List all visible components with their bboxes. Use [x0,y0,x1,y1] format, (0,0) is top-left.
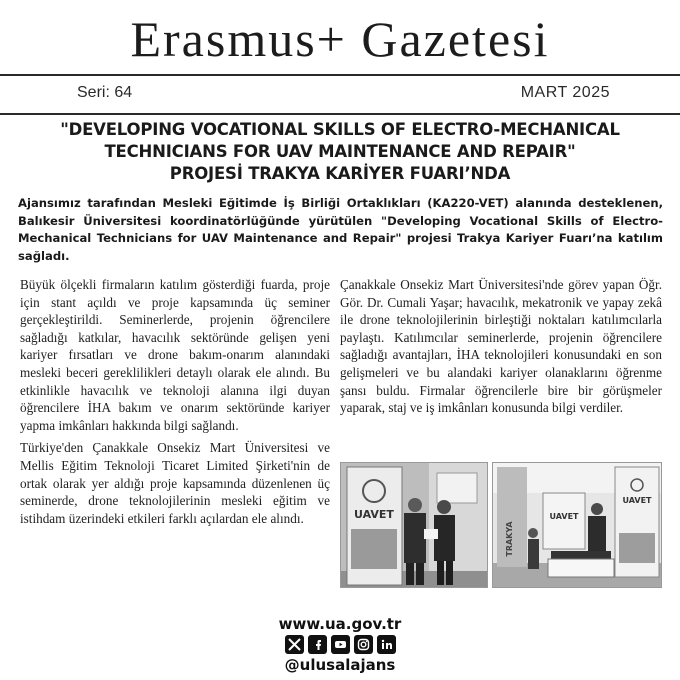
youtube-icon[interactable] [331,635,350,654]
series-number: Seri: 64 [77,84,133,101]
issue-date: MART 2025 [520,84,610,101]
article-title [20,119,660,185]
event-photo-booth [492,462,662,588]
social-icons [0,635,680,654]
footer-website[interactable]: www.ua.gov.tr [278,615,402,633]
banner-trakya-text: TRAKYA [505,521,514,557]
banner-uavet-text: UAVET [354,508,394,521]
photo-stand-image [341,463,488,588]
paragraph: Türkiye'den Çanakkale Onsekiz Mart Üniversitesi ve Mellis Eğitim Teknoloji Ticaret Limited Şirketi'nin de ortak olarak yer aldığı proje kapsamında düzenlenen üç seminerde, drone teknolojilerinin mesleki eğitim ve istihdam üzerindeki etkileri farklı açılardan ele alındı. [20,440,330,526]
top-divider [0,74,680,76]
photo-booth-image [493,463,662,588]
facebook-icon[interactable] [308,635,327,654]
paragraph: Çanakkale Onsekiz Mart Üniversitesi'nde görev yapan Öğr. Gör. Dr. Cumali Yaşar; havacılık, mekatronik ve yapay zekâ ile drone teknolojilerinin birleştiği noktaları katılımcılarla paylaştı. Katılımcılar seminerlerde, projenin öğrencilere sağladığı avantajları, İHA teknolojileri konusundaki en son gelişmeleri ve bu alandaki kariyer olanaklarını öğrenme şansı buldu. Firmalar öğrencilerle bire bir görüşmeler yaparak, staj ve iş imkânları konusunda bilgi verdiler. [340,277,662,416]
left-column [20,276,330,532]
article-lead: Ajansımız tarafından Mesleki Eğitimde İş Birliği Ortaklıkları (KA220-VET) alanında desteklenen, Balıkesir Üniversitesi koordinatörlüğünde yürütülen "Developing Vocational Skills of Electro-Mechanical Technicians for UAV Maintenance and Repair" projesi Trakya Kariyer Fuarı’na katılım sağladı. [18,196,663,263]
right-column [340,276,662,422]
title-line: TECHNICIANS FOR UAV MAINTENANCE AND REPAIR" [104,142,576,161]
x-icon[interactable] [285,635,304,654]
paragraph: Büyük ölçekli firmaların katılım gösterdiği fuarda, proje için stant açıldı ve proje kapsamında üç seminer gerçekleştirildi. Seminerlerde, projenin öğrencilere sağladığı katkılar, havacılık sektöründe gelişen yeni kariyer fırsatları ve drone bakım-onarım alanındaki mesleki beceri gereklilikleri detaylı olarak ele alındı. Bu etkinlikle havacılık ve teknoloji alanına ilgi duyan öğrencilere İHA bakım ve onarım sektöründe kariyer yapma imkânları hakkında bilgi sağlandı. [20,277,330,433]
linkedin-icon[interactable] [377,635,396,654]
masthead-title: Erasmus+ Gazetesi [130,11,550,67]
footer-handle[interactable]: @ulusalajans [284,656,396,674]
event-photo-stand [340,462,488,588]
title-line: PROJESİ TRAKYA KARİYER FUARI’NDA [169,164,511,183]
title-line: "DEVELOPING VOCATIONAL SKILLS OF ELECTRO-MECHANICAL [60,120,620,139]
side-banner-text: UAVET [622,496,652,505]
instagram-icon[interactable] [354,635,373,654]
booth-banner-text: UAVET [549,512,579,521]
header-divider [0,113,680,115]
